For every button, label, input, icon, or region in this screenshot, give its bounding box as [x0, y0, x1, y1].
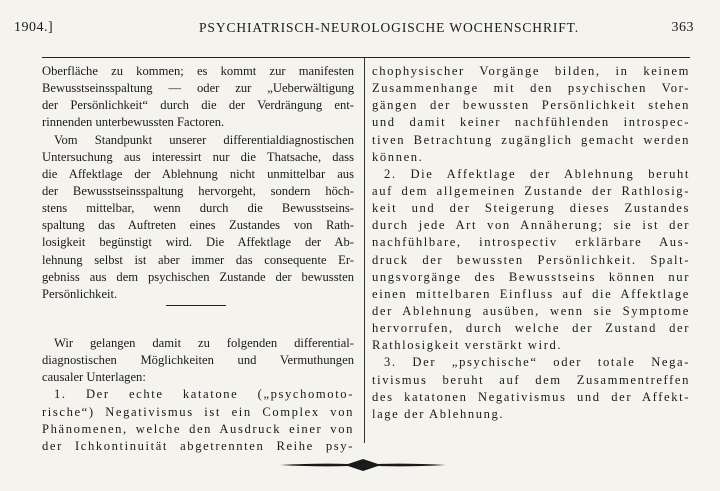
- left-column: [42, 63, 354, 455]
- text-line: und damit keiner nachfühlenden introspec-: [372, 115, 690, 130]
- text-line: der Persönlichkeit“ durch die der Verdrängung ent-: [42, 98, 354, 113]
- header-rule: [42, 57, 690, 58]
- journal-title: PSYCHIATRISCH-NEUROLOGISCHE WOCHENSCHRIFT.: [199, 20, 580, 35]
- section-rule: [42, 303, 354, 311]
- text-line: einen mittelbaren Einfluss auf die Affektlage: [372, 286, 690, 301]
- text-line: diagnostischen Möglichkeiten und Vermuthungen: [42, 353, 354, 368]
- text-line: Bewusstseinsspaltung — oder zur „Ueberwältigung: [42, 81, 354, 96]
- text-line: tivismus beruht auf dem Zusammentreffen: [372, 372, 690, 387]
- text-line: der Bewusstseinsspaltung hervorgeht, sondern höch-: [42, 183, 354, 198]
- spacer: [42, 311, 354, 335]
- text-line: tiven Betrachtung zugänglich gemacht werden: [372, 132, 690, 147]
- text-line: druck der bewussten Persönlichkeit. Spalt-: [372, 252, 690, 267]
- text-line: Wir gelangen damit zu folgenden differential-: [54, 335, 354, 350]
- text-line: 3. Der „psychische“ oder totale Nega-: [384, 355, 690, 370]
- text-line: keit und der Steigerung dieses Zustandes: [372, 201, 690, 216]
- text-line: lehnung selbst ist aber immer das consequente Er-: [42, 252, 354, 267]
- text-line: Phänomenen, welche den Ausdruck einer von: [42, 421, 354, 436]
- text-line: durch jede Art von Annäherung; sie ist der: [372, 218, 690, 233]
- text-line: des katatonen Negativismus und der Affekt-: [372, 389, 690, 404]
- text-line: rinnenden unterbewussten Factoren.: [42, 115, 225, 130]
- text-line: losigkeit begünstigt wird. Die Affektlage der Ab-: [42, 235, 354, 250]
- closing-ornament-rule-icon: [278, 455, 448, 475]
- header-year: 1904.]: [14, 20, 54, 35]
- text-line: der Ablehnung ausüben, wenn sie Symptome: [372, 303, 690, 318]
- text-line: stens mittelbar, wenn durch die Bewusstseins-: [42, 201, 354, 216]
- text-line: spaltung das Auftreten eines Zustandes von Rath-: [42, 218, 354, 233]
- column-divider: [364, 58, 365, 443]
- text-line: die Affektlage der Ablehnung nicht unmittelbar aus: [42, 166, 354, 181]
- text-line: ungsvorgänge des Bewusstseins können nur: [372, 269, 690, 284]
- text-line: Oberfläche zu kommen; es kommt zur manifesten: [42, 64, 354, 78]
- right-column: [372, 63, 690, 423]
- text-line: nachfühlbare, introspectiv erklärbare Aus-: [372, 235, 690, 250]
- text-line: der Ichkontinuität abgetrennten Reihe psy-: [42, 438, 354, 453]
- text-line: gebniss aus dem psychischen Zustande der bewussten: [42, 269, 354, 284]
- text-line: lage der Ablehnung.: [372, 406, 505, 421]
- text-line: 2. Die Affektlage der Ablehnung beruht: [384, 166, 690, 181]
- running-header: [14, 14, 694, 36]
- page-number: 363: [671, 20, 694, 35]
- text-line: hervorrufen, durch welche der Zustand der: [372, 321, 690, 336]
- text-line: causaler Unterlagen:: [42, 370, 146, 385]
- text-line: Zusammenhange mit den psychischen Vor-: [372, 81, 690, 96]
- text-line: gängen der bewussten Persönlichkeit stehen: [372, 98, 690, 113]
- text-line: rische“) Negativismus ist ein Complex von: [42, 404, 354, 419]
- text-line: Persönlichkeit.: [42, 286, 118, 301]
- text-line: auf dem allgemeinen Zustande der Rathlosig-: [372, 183, 690, 198]
- text-line: können.: [372, 149, 424, 164]
- text-line: Rathlosigkeit verstärkt wird.: [372, 338, 563, 353]
- text-line: Untersuchung aus interessirt nur die Thatsache, dass: [42, 149, 354, 164]
- text-line: chophysischer Vorgänge bilden, in keinem: [372, 64, 690, 78]
- text-line: Vom Standpunkt unserer differentialdiagnostischen: [54, 132, 354, 147]
- text-line: 1. Der echte katatone („psychomoto-: [54, 387, 354, 402]
